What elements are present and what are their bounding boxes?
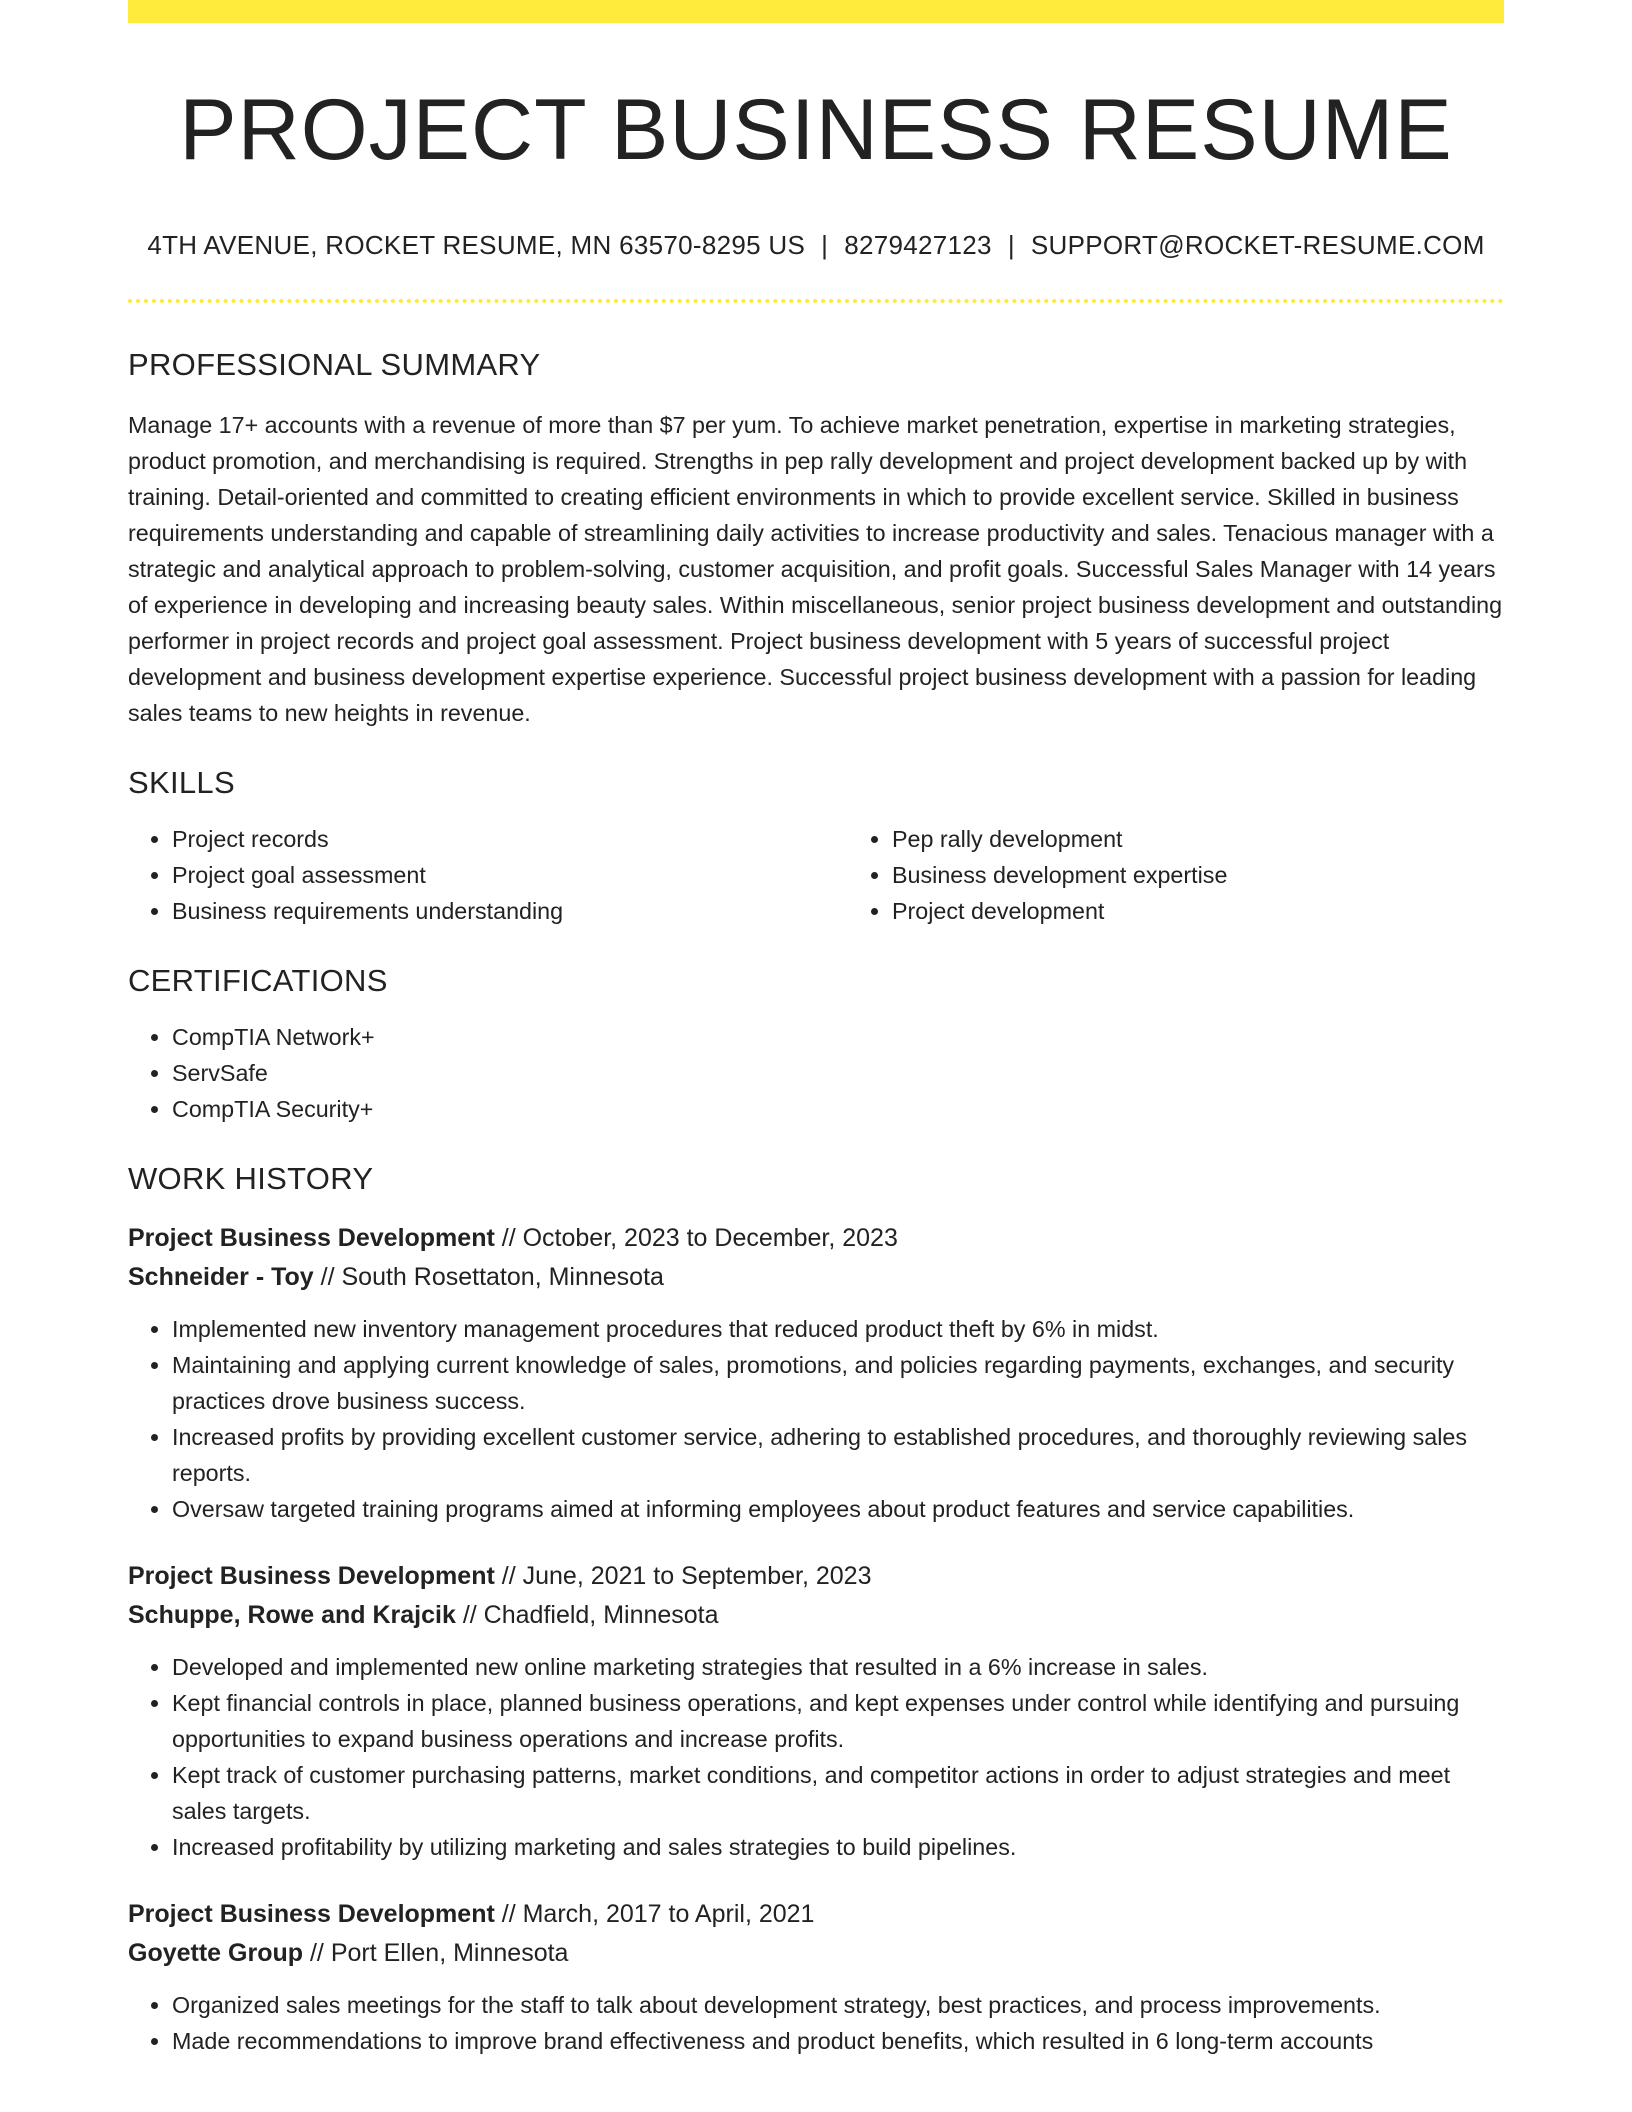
job-company: Schuppe, Rowe and Krajcik [128, 1600, 456, 1629]
job-location: Port Ellen, Minnesota [330, 1938, 569, 1967]
job-company-line [128, 1934, 1504, 1973]
job-bullets [128, 1649, 1504, 1865]
job-bullet: • Maintaining and applying current knowledge of sales, promotions, and policies regarding payments, exchanges, and security practices drove business success. [172, 1347, 1504, 1419]
job-bullet: • Kept track of customer purchasing patterns, market conditions, and competitor actions in order to adjust strategies and meet sales targets. [172, 1757, 1504, 1829]
job-bullet: • Kept financial controls in place, planned business operations, and kept expenses under control while identifying and pursuing opportunities to expand business operations and increase profits. [172, 1685, 1504, 1757]
job-location: Chadfield, Minnesota [483, 1600, 719, 1629]
skill-item: • Business requirements understanding [172, 893, 806, 929]
job-bullet: • Implemented new inventory management procedures that reduced product theft by 6% in midst. [172, 1311, 1504, 1347]
job-bullet: • Oversaw targeted training programs aimed at informing employees about product features and service capabilities. [172, 1491, 1504, 1527]
address-text: 4TH AVENUE, ROCKET RESUME, MN 63570-8295 US [147, 229, 806, 260]
separator: // [462, 1600, 477, 1629]
summary-paragraph: Manage 17+ accounts with a revenue of more than $7 per yum. To achieve market penetration, expertise in marketing strategies, product promotion, and merchandising is required. Strengths in pep rally development and project development backed up by with training. Detail-oriented and committed to creating efficient environments in which to provide excellent service. Skilled in business requirements understanding and capable of streamlining daily activities to increase productivity and sales. Tenacious manager with a strategic and analytical approach to problem-solving, customer acquisition, and profit goals. Successful Sales Manager with 14 years of experience in developing and increasing beauty sales. Within miscellaneous, senior project business development and outstanding performer in project records and project goal assessment. Project business development with 5 years of successful project development and business development expertise experience. Successful project business development with a passion for leading sales teams to new heights in revenue. [128, 411, 1503, 726]
phone-text: 8279427123 [844, 229, 992, 260]
job-entry [128, 1219, 1504, 1527]
separator: // [320, 1262, 335, 1291]
dotted-divider [128, 299, 1504, 303]
separator: // [501, 1561, 516, 1590]
job-bullet: • Developed and implemented new online marketing strategies that resulted in a 6% increase in sales. [172, 1649, 1504, 1685]
job-location: South Rosettaton, Minnesota [341, 1262, 664, 1291]
email-link[interactable]: SUPPORT@ROCKET-RESUME.COM [1030, 229, 1485, 260]
job-company-line [128, 1258, 1504, 1297]
resume-title: PROJECT BUSINESS RESUME [179, 82, 1453, 178]
skill-item: • Project records [172, 821, 806, 857]
skills-grid [128, 821, 1504, 929]
job-dates: October, 2023 to December, 2023 [522, 1223, 898, 1252]
job-title-line [128, 1557, 1504, 1596]
job-title-line [128, 1219, 1504, 1258]
job-bullet: • Increased profitability by utilizing marketing and sales strategies to build pipelines. [172, 1829, 1504, 1865]
job-bullets [128, 1987, 1504, 2059]
separator: // [501, 1223, 516, 1252]
job-company: Schneider - Toy [128, 1262, 314, 1291]
job-bullets [128, 1311, 1504, 1527]
skill-item: • Project development [892, 893, 1526, 929]
certification-item: • ServSafe [172, 1055, 1504, 1091]
job-dates: June, 2021 to September, 2023 [522, 1561, 872, 1590]
job-title-line [128, 1895, 1504, 1934]
job-company-line [128, 1596, 1504, 1635]
separator: // [501, 1899, 516, 1928]
skills-heading: SKILLS [128, 764, 235, 800]
job-entry [128, 1895, 1504, 2059]
work-history-heading: WORK HISTORY [128, 1160, 374, 1196]
summary-heading: PROFESSIONAL SUMMARY [128, 346, 541, 382]
job-bullet: • Organized sales meetings for the staff to talk about development strategy, best practices, and process improvements. [172, 1987, 1504, 2023]
job-bullet: • Increased profits by providing excellent customer service, adhering to established procedures, and thoroughly reviewing sales reports. [172, 1419, 1504, 1491]
job-company: Goyette Group [128, 1938, 304, 1967]
skills-list-right [848, 821, 1526, 929]
certifications-list [128, 1019, 1504, 1127]
certification-item: • CompTIA Security+ [172, 1091, 1504, 1127]
job-bullet: • Made recommendations to improve brand effectiveness and product benefits, which resulted in 6 long-term accounts [172, 2023, 1504, 2059]
skill-item: • Pep rally development [892, 821, 1526, 857]
job-role: Project Business Development [128, 1899, 495, 1928]
skills-list-left [128, 821, 806, 929]
certification-item: • CompTIA Network+ [172, 1019, 1504, 1055]
job-role: Project Business Development [128, 1561, 495, 1590]
job-dates: March, 2017 to April, 2021 [522, 1899, 815, 1928]
contact-separator: | [821, 229, 829, 260]
contact-separator: | [1007, 229, 1015, 260]
job-entry [128, 1557, 1504, 1865]
resume-page [128, 0, 1504, 2059]
job-role: Project Business Development [128, 1223, 495, 1252]
skill-item: • Business development expertise [892, 857, 1526, 893]
separator: // [309, 1938, 324, 1967]
certifications-heading: CERTIFICATIONS [128, 962, 388, 998]
accent-bar [128, 0, 1504, 23]
skill-item: • Project goal assessment [172, 857, 806, 893]
contact-line [128, 230, 1504, 261]
